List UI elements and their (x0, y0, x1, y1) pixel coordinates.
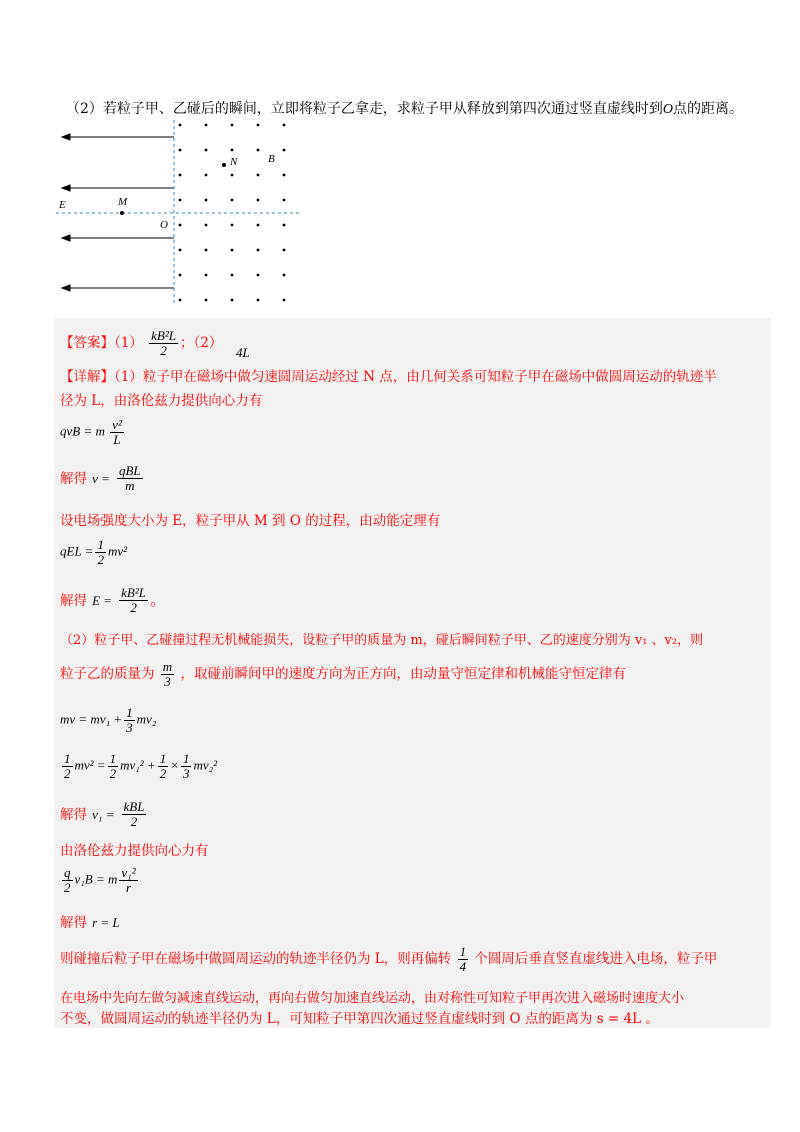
field-dot (283, 249, 286, 252)
eq7-label: 解得 (60, 807, 87, 823)
field-dot (283, 299, 286, 302)
field-dot (231, 274, 234, 277)
field-dot (205, 124, 208, 127)
eq2-num: qBL (118, 463, 141, 478)
eq6-frac-c (158, 752, 169, 781)
eq6-d: mv₂² (193, 757, 218, 773)
p3-quarter-fraction (458, 945, 469, 974)
eq3-num: 1 (97, 537, 104, 552)
eq7-fraction (122, 800, 147, 829)
eq6-b-den: 2 (109, 766, 117, 781)
detail-line-lorentz: 由洛伦兹力提供向心力有 (60, 843, 209, 859)
eq1-den: L (113, 432, 121, 447)
detail-p2-line2 (60, 660, 626, 689)
eq2-left: v = (92, 471, 110, 486)
field-dot (283, 174, 286, 177)
eq3-right: mv² (107, 543, 128, 559)
field-dot (205, 299, 208, 302)
eq7-num: kBL (123, 799, 145, 814)
p2-line2a: 粒子乙的质量为 (60, 666, 155, 682)
detail-p1-line2: 径为 L，由洛伦兹力提供向心力有 (60, 393, 263, 409)
field-dot (231, 174, 234, 177)
eq6-c: × (170, 757, 179, 773)
field-dot (179, 274, 182, 277)
eq4-label: 解得 (60, 593, 87, 609)
field-dot (257, 124, 260, 127)
field-dot (205, 249, 208, 252)
field-dot (231, 224, 234, 227)
answer1-num: kB²L (151, 328, 176, 343)
p3-line1a: 则碰撞后粒子甲在磁场中做圆周运动的轨迹半径仍为 L，则再偏转 (60, 951, 452, 967)
equation-4 (60, 586, 166, 615)
eq2-fraction (117, 464, 143, 493)
eq4-fraction (119, 586, 148, 615)
eq6-a: mv² = (74, 757, 106, 773)
eq3-den: 2 (97, 552, 104, 567)
eq1-left: qvB = m (60, 423, 105, 439)
label-e: E (59, 199, 66, 211)
question-body: （2）若粒子甲、乙碰后的瞬间，立即将粒子乙拿走，求粒子甲从释放到第四次通过竖直虚线时到 (66, 101, 663, 117)
eq6-frac-a (62, 752, 73, 781)
eq8-num2: v₁² (121, 865, 136, 880)
p2-mass-num: m (162, 659, 173, 674)
equation-7 (60, 800, 148, 829)
field-dot (205, 199, 208, 202)
field-dot (257, 299, 260, 302)
p2-line2b: ，取碰前瞬间甲的速度方向为正方向，由动量守恒定律和机械能守恒定律有 (180, 666, 626, 682)
field-dot (231, 249, 234, 252)
eq7-den: 2 (130, 814, 138, 829)
answer1-den: 2 (160, 343, 167, 358)
field-dot (179, 249, 182, 252)
point-m (120, 211, 124, 215)
field-dot (205, 274, 208, 277)
eq5-right: mv₂ (136, 711, 157, 727)
detail-p3-line2: 在电场中先向左做匀减速直线运动，再向右做匀加速直线运动，由对称性可知粒子甲再次进入磁场时速度大小 (60, 991, 685, 1006)
field-dot (231, 199, 234, 202)
eq6-d-den: 3 (182, 766, 190, 781)
equation-2 (60, 464, 145, 493)
eq5-fraction (124, 706, 135, 735)
eq8-den2: r (125, 880, 132, 895)
p2-mass-fraction (161, 660, 174, 689)
field-dot (205, 149, 208, 152)
answer1-fraction (149, 329, 178, 358)
answer-tag: 【答案】 (60, 335, 114, 351)
eq5-num: 1 (126, 705, 133, 720)
field-dot (205, 224, 208, 227)
field-dot (283, 199, 286, 202)
equation-5 (60, 706, 156, 735)
equation-9 (60, 912, 120, 932)
eq8-num: q (64, 865, 71, 880)
eq5-left: mv = mv₁ + (60, 711, 123, 727)
eq6-c-num: 1 (159, 751, 167, 766)
equation-1 (60, 418, 126, 447)
detail-p3-line3: 不变，做圆周运动的轨迹半径仍为 L，可知粒子甲第四次通过竖直虚线时到 O 点的距离为 s = 4L 。 (60, 1011, 659, 1027)
eq4-end: 。 (150, 590, 167, 609)
eq3-left: qEL = (60, 543, 94, 559)
eq5-den: 3 (126, 720, 133, 735)
label-n: N (230, 156, 238, 168)
detail-p1-line1: （1）粒子甲在磁场中做匀速圆周运动经过 N 点，由几何关系可知粒子甲在磁场中做圆周运动的轨迹半 (114, 369, 717, 385)
eq2-den: m (125, 478, 135, 493)
answer-part1: （1） (114, 335, 143, 351)
field-dot (283, 124, 286, 127)
detail-line-e: 设电场强度大小为 E，粒子甲从 M 到 O 的过程，由动能定理有 (60, 513, 441, 529)
field-dot (179, 199, 182, 202)
eq8-mid: v₁B = m (74, 871, 118, 887)
field-dot (179, 174, 182, 177)
field-dot (179, 299, 182, 302)
eq6-frac-d (181, 752, 192, 781)
question-tail: 点的距离。 (673, 101, 744, 117)
eq8-den: 2 (64, 880, 71, 895)
field-dot (257, 224, 260, 227)
eq6-d-num: 1 (182, 751, 190, 766)
field-dot (257, 149, 260, 152)
p2-mass-den: 3 (164, 674, 171, 689)
p3-line1b: 个圆周后垂直竖直虚线进入电场，粒子甲 (474, 951, 718, 967)
eq4-den: 2 (130, 600, 137, 615)
field-dot (257, 249, 260, 252)
field-dot (205, 174, 208, 177)
question-point-o: O (662, 102, 674, 117)
eq6-a-num: 1 (64, 751, 71, 766)
eq2-label: 解得 (60, 471, 87, 487)
eq4-left: E = (92, 593, 113, 608)
eq4-num: kB²L (121, 585, 146, 600)
field-dot (257, 274, 260, 277)
physics-diagram (56, 115, 306, 310)
p3-q-num: 1 (459, 944, 467, 959)
eq6-frac-b (108, 752, 119, 781)
eq9-label: 解得 (60, 915, 87, 931)
label-m: M (118, 196, 128, 208)
detail-tag: 【详解】 (60, 369, 114, 385)
eq9-body: r = L (92, 915, 120, 930)
point-n (222, 163, 226, 167)
field-dot (231, 299, 234, 302)
field-dot (257, 199, 260, 202)
field-dot (179, 149, 182, 152)
field-dot (179, 224, 182, 227)
p3-q-den: 4 (459, 959, 467, 974)
answer2: 4L (236, 345, 250, 360)
eq8-frac-b (119, 866, 137, 895)
answer-line (60, 326, 222, 360)
detail-p3-line1 (60, 942, 717, 976)
field-dot (231, 124, 234, 127)
detail-p2-line1: （2）粒子甲、乙碰撞过程无机械能损失，设粒子甲的质量为 m，碰后瞬间粒子甲、乙的速度分别为 v₁ 、v₂，则 (60, 633, 704, 648)
label-b: B (268, 153, 275, 165)
detail-line1 (60, 368, 717, 386)
answer-sep: ；（2） (179, 335, 223, 351)
eq6-b: mv₁² + (120, 757, 156, 773)
eq6-c-den: 2 (159, 766, 167, 781)
eq7-left: v₁ = (92, 807, 115, 822)
field-dot (179, 124, 182, 127)
eq6-b-num: 1 (109, 751, 117, 766)
eq1-num: v² (112, 417, 122, 432)
eq1-fraction (110, 418, 124, 447)
field-dot (257, 174, 260, 177)
eq6-a-den: 2 (64, 766, 71, 781)
field-dot (231, 149, 234, 152)
field-dot (283, 224, 286, 227)
equation-8 (60, 866, 140, 895)
eq8-frac-a (62, 866, 73, 895)
label-o: O (160, 219, 168, 231)
field-dot (283, 274, 286, 277)
equation-3 (60, 538, 127, 567)
eq3-fraction (95, 538, 106, 567)
field-dot (283, 149, 286, 152)
equation-6 (60, 752, 217, 781)
